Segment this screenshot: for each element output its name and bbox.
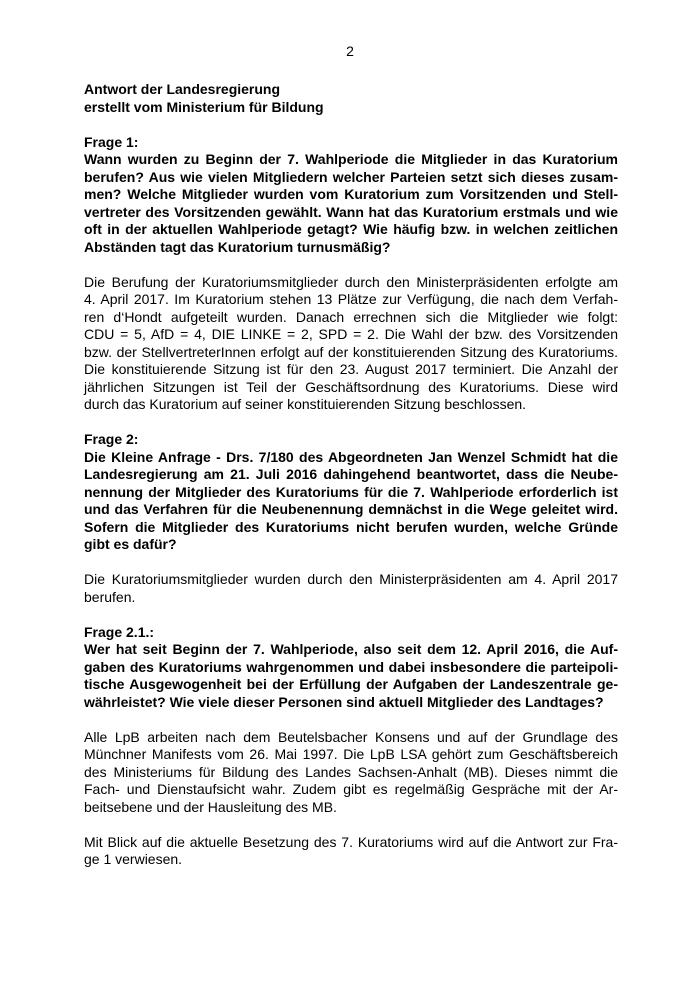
- question-line: gibt es dafür?: [84, 536, 177, 552]
- question-line: nennung der Mitglieder des Kuratoriums für die 7. Wahlperiode erforderlich ist: [84, 483, 618, 500]
- question-line: und das Verfahren für die Neubenennung demnächst in die Wege geleitet wird.: [84, 501, 618, 517]
- question-line: Die Kleine Anfrage - Drs. 7/180 des Abgeordneten Jan Wenzel Schmidt hat die: [84, 448, 618, 465]
- question-2: [84, 431, 618, 554]
- question-line: berufen? Aus wie vielen Mitgliedern welcher Parteien setzt sich dieses zusam-: [84, 168, 618, 185]
- answer-line: 4. April 2017. Im Kuratorium stehen 13 Plätze zur Verfügung, die nach dem Verfah-: [84, 291, 618, 307]
- question-label: Frage 2:: [84, 431, 139, 447]
- question-2-1: [84, 624, 618, 712]
- answer-line: beitsebene und der Hausleitung des MB.: [84, 798, 337, 815]
- answer-line: jährlichen Sitzungen ist Teil der Geschäftsordnung des Kuratoriums. Diese wird: [84, 378, 618, 395]
- question-label: Frage 2.1.:: [84, 623, 155, 640]
- question-line: oft in der aktuellen Wahlperiode getagt? Wie häufig bzw. in welchen zeitlichen: [84, 221, 618, 237]
- header-line: Antwort der Landesregierung: [84, 81, 281, 97]
- answer-line: bzw. der StellvertreterInnen erfolgt auf der konstituierenden Sitzung des Kuratoriums.: [84, 343, 618, 360]
- answer-line: ge 1 verwiesen.: [84, 851, 183, 867]
- answer-line: Die Berufung der Kuratoriumsmitglieder durch den Ministerpräsidenten erfolgte am: [84, 273, 618, 290]
- header-line: erstellt vom Ministerium für Bildung: [84, 98, 324, 115]
- answer-2: [84, 571, 618, 606]
- question-line: tische Ausgewogenheit bei der Erfüllung der Aufgaben der Landeszentrale ge-: [84, 676, 618, 692]
- document-body: [84, 81, 618, 869]
- question-1: [84, 134, 618, 257]
- answer-2-1: [84, 729, 618, 817]
- question-line: gaben des Kuratoriums wahrgenommen und dabei insbesondere die parteipoli-: [84, 658, 618, 675]
- answer-line: Mit Blick auf die aktuelle Besetzung des 7. Kuratoriums wird auf die Antwort zur Fra-: [84, 833, 618, 850]
- question-line: Landesregierung am 21. Juli 2016 dahingehend beantwortet, dass die Neube-: [84, 466, 618, 482]
- answer-line: Alle LpB arbeiten nach dem Beutelsbacher Konsens und auf der Grundlage des: [84, 728, 618, 745]
- answer-2-1-followup: [84, 834, 618, 869]
- answer-line: ren d‘Hondt aufgeteilt wurden. Danach errechnen sich die Mitglieder wie folgt:: [84, 308, 618, 325]
- answer-line: des Ministeriums für Bildung des Landes Sachsen-Anhalt (MB). Dieses nimmt die: [84, 763, 618, 780]
- answer-line: berufen.: [84, 588, 136, 605]
- answer-line: durch das Kuratorium auf seiner konstituierenden Sitzung beschlossen.: [84, 396, 527, 412]
- answer-1: [84, 274, 618, 414]
- question-line: Sofern die Mitglieder des Kuratoriums nicht berufen wurden, welche Gründe: [84, 518, 618, 535]
- answer-line: Die Kuratoriumsmitglieder wurden durch den Ministerpräsidenten am 4. April 2017: [84, 571, 618, 587]
- answer-line: Münchner Manifests vom 26. Mai 1997. Die LpB LSA gehört zum Geschäftsbereich: [84, 746, 618, 762]
- question-line: währleistet? Wie viele dieser Personen sind aktuell Mitglieder des Landtages?: [84, 693, 604, 710]
- answer-line: Fach- und Dienstaufsicht wahr. Zudem gibt es regelmäßig Gespräche mit der Ar-: [84, 781, 618, 797]
- question-line: Wer hat seit Beginn der 7. Wahlperiode, also seit dem 12. April 2016, die Auf-: [84, 641, 618, 657]
- question-line: Abständen tagt das Kuratorium turnusmäßig?: [84, 238, 391, 255]
- page-number: 2: [346, 43, 354, 59]
- question-line: men? Welche Mitglieder wurden vom Kuratorium zum Vorsitzenden und Stell-: [84, 186, 618, 202]
- answer-line: Die konstituierende Sitzung ist für den 23. August 2017 terminiert. Die Anzahl der: [84, 361, 618, 377]
- question-line: Wann wurden zu Beginn der 7. Wahlperiode die Mitglieder in das Kuratorium: [84, 151, 618, 167]
- header-block: [84, 81, 618, 116]
- question-line: vertreter des Vorsitzenden gewählt. Wann hat das Kuratorium erstmals und wie: [84, 203, 618, 220]
- answer-line: CDU = 5, AfD = 4, DIE LINKE = 2, SPD = 2. Die Wahl der bzw. des Vorsitzenden: [84, 326, 618, 342]
- question-label: Frage 1:: [84, 133, 139, 150]
